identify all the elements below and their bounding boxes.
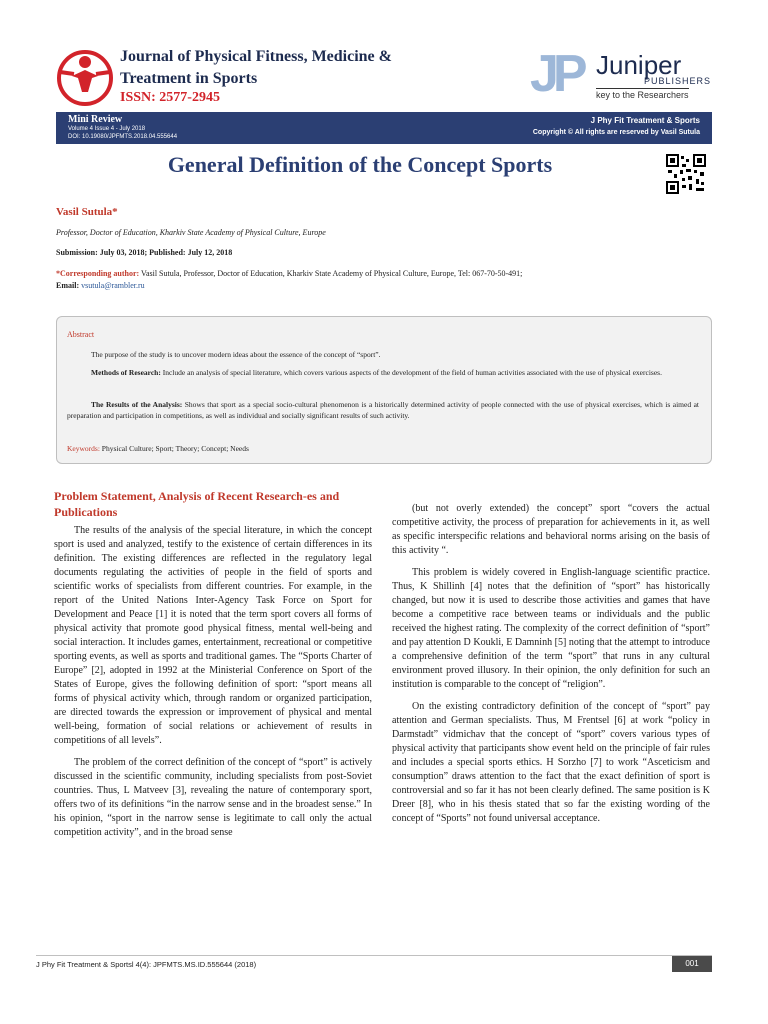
footer-citation: J Phy Fit Treatment & Sportsl 4(4): JPFMTS.MS.ID.555644 (2018) — [36, 960, 257, 969]
abstract-heading: Abstract — [67, 330, 95, 339]
abstract-box — [56, 316, 712, 464]
keywords-text: Physical Culture; Sport; Theory; Concept; Needs — [99, 444, 249, 453]
abstract-results — [67, 399, 699, 421]
publisher-sub: PUBLISHERS — [644, 76, 712, 86]
body-paragraph: The results of the analysis of the special literature, in which the concept sport is used and analyzed, testify to the existence of certain differences in its definition. The existing differences are reflected in the regulatory legal documents regulating the activities of people in the field of sports and scientific works of specialists from different countries. For example, in the report of the United Nations Inter-Agency Task Force on Sport for Development and Peace [1] it is noted that the term sport covers all forms of physical activity that promote good physical fitness, mental well-being and social interaction. It includes games, entertainment, recreational or competitive sporting events, as well as sports and traditional games. The “Sports Charter of Europe” [2], adopted in 1992 at the Ministerial Conference on Sport of the States of Europe, gives the following definition of sport: “sport means all forms of physical activity which, through random or organized participation, are directed towards the expression or improvement of physical and mental well-being, formation of social relations or achievement of results in competitions of all levels”. — [54, 525, 372, 746]
body-paragraph: The problem of the correct definition of the concept of “sport” is actively discussed in the scientific community, including specialists from post-Soviet countries. Thus, L Matveev [3], revealing the nature of contemporary sport, offers two of its definitions “in the narrow sense and in the broadest sense.” In his opinion, “sport in the narrow sense is legitimate to call only the actual competition activity”, and in the broad sense — [54, 757, 372, 838]
publisher-tagline: key to the Researchers — [596, 90, 689, 100]
issn: ISSN: 2577-2945 — [120, 90, 220, 105]
keywords — [67, 443, 699, 454]
submission-dates: Submission: July 03, 2018; Published: July 12, 2018 — [56, 248, 233, 257]
article-banner — [56, 112, 712, 144]
journal-title: Journal of Physical Fitness, Medicine & Treatment in Sports — [120, 48, 392, 87]
right-column — [392, 502, 710, 834]
corresponding-text: Vasil Sutula, Professor, Doctor of Education, Kharkiv State Academy of Physical Culture, Europe, Tel: 067-70-50-491; — [139, 269, 523, 278]
publisher-logo — [530, 46, 720, 102]
email-link[interactable]: vsutula@rambler.ru — [81, 281, 145, 290]
email-label: Email: — [56, 281, 82, 290]
copyright: Copyright © All rights are reserved by Vasil Sutula — [532, 129, 700, 136]
publisher-name: Juniper — [596, 50, 682, 80]
corresponding-label: *Corresponding author: — [56, 269, 140, 278]
footer-divider — [36, 955, 712, 956]
left-column — [54, 524, 372, 848]
results-label: The Results of the Analysis: — [91, 400, 183, 409]
journal-abbrev: J Phy Fit Treatment & Sports — [590, 116, 700, 125]
methods-text: Include an analysis of special literature, which covers various aspects of the development of the field of human activities associated with the use of physical exercises. — [160, 368, 662, 377]
volume-info: Volume 4 Issue 4 - July 2018 — [68, 126, 146, 132]
qr-code-icon[interactable] — [666, 154, 706, 194]
author-name: Vasil Sutula* — [56, 206, 118, 218]
article-title: General Definition of the Concept Sports — [167, 152, 553, 177]
body-paragraph: (but not overly extended) the concept” sport “covers the actual competitive activity, the process of preparation for achievements in it, as well as specific interspecific relations and behavioral norms arising on the basis of this activity “. — [392, 503, 710, 556]
keywords-label: Keywords: — [67, 444, 100, 453]
athlete-logo-icon — [52, 48, 118, 108]
abstract-methods — [67, 367, 699, 378]
body-paragraph: This problem is widely covered in English-language scientific practice. Thus, K Shillinh [4] notes that the definition of “sport” has historically changed, but now it is used to describe those activities and games that have become a competitive race between teams or individuals and the public received the highest rating. The complexity of the correct definition of “sport” and pay attention D Koukli, E Damninh [5] noting that the attempt to introduce a comprehensive definition of the term “sport” that runs in any cultural environment proved illusory. In their opinion, the only definition for such an institution is comparable to the concept of “religion”. — [392, 567, 710, 690]
publisher-jp-mark: JP — [530, 45, 582, 103]
section-heading: Problem Statement, Analysis of Recent Research-es and Publications — [54, 489, 340, 519]
results-text: Shows that sport as a special socio-cultural phenomenon is a historically determined activity of people connected with the use of physical exercises, which is aimed at preparation and participation in competitions, as well as individual and socially significant results of such activity. — [67, 400, 699, 420]
affiliation: Professor, Doctor of Education, Kharkiv State Academy of Physical Culture, Europe — [56, 228, 326, 237]
abstract-purpose: The purpose of the study is to uncover modern ideas about the essence of the concept of “sport”. — [91, 350, 381, 359]
article-type: Mini Review — [68, 114, 123, 125]
methods-label: Methods of Research: — [91, 368, 161, 377]
correspondence — [56, 268, 716, 292]
page-number: 001 — [672, 956, 712, 972]
body-paragraph: On the existing contradictory definition of the concept of “sport” pay attention and German specialists. Thus, M Frentsel [6] at work “policy in Darmstadt” vidmichav that the concept of “sport” covers various types of physical activity that participants show event held on the principle of fair rules and includes a special sports ethics. H Sorzho [7] to work “Asceticism and consumption” draws attention to the fact that the exact definition of sport is controversial and so far it has not been clearly defined. The same position is K Dreer [8], who in his thesis stated that so far the existing wording of the concept of “Sports” not found universal acceptance. — [392, 701, 710, 824]
doi[interactable]: DOI: 10.19080/JPFMTS.2018.04.555644 — [68, 134, 178, 140]
